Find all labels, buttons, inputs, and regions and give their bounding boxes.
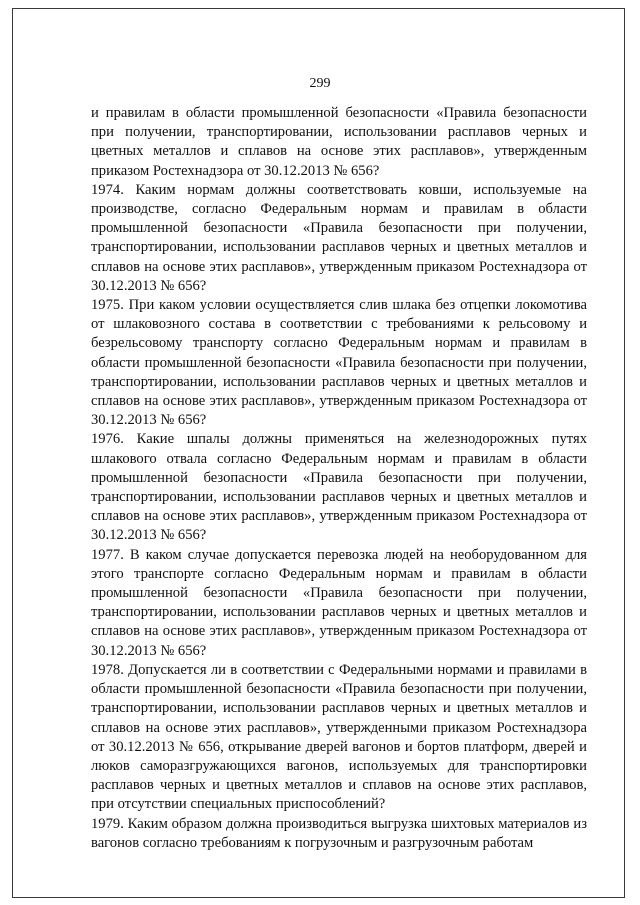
question-1974: 1974. Каким нормам должны соответствовать ковши, используемые на производстве, согласно Федеральным нормам и правилам в области промышленной безопасности «Правила безопасности при получении, транспортировании, использовании расплавов черных и цветных металлов и сплавов на основе этих расплавов», утвержденным приказом Ростехнадзора от 30.12.2013 № 656?: [91, 181, 587, 294]
paragraph-continuation: и правилам в области промышленной безопасности «Правила безопасности при получении, транспортировании, использовании расплавов черных и цветных металлов и сплавов на основе этих расплавов», утвержденным приказом Ростехнадзора от 30.12.2013 № 656?: [91, 105, 587, 179]
document-body: [91, 104, 587, 853]
question-1976: 1976. Какие шпалы должны применяться на железнодорожных путях шлакового отвала согласно Федеральным нормам и правилам в области промышленной безопасности «Правила безопасности при получении, транспортировании, использовании расплавов черных и цветных металлов и сплавов на основе этих расплавов», утвержденным приказом Ростехнадзора от 30.12.2013 № 656?: [91, 431, 587, 544]
question-1977: 1977. В каком случае допускается перевозка людей на необорудованном для этого транспорте согласно Федеральным нормам и правилам в области промышленной безопасности «Правила безопасности при получении, транспортировании, использовании расплавов черных и цветных металлов и сплавов на основе этих расплавов», утвержденным приказом Ростехнадзора от 30.12.2013 № 656?: [91, 546, 587, 659]
question-1978: 1978. Допускается ли в соответствии с Федеральными нормами и правилами в области промышленной безопасности «Правила безопасности при получении, транспортировании, использовании расплавов черных и цветных металлов и сплавов на основе этих расплавов», утвержденными приказом Ростехнадзора от 30.12.2013 № 656, открывание дверей вагонов и бортов платформ, дверей и люков саморазгружающихся вагонов, используемых для транспортировки расплавов черных и цветных металлов и сплавов на основе этих расплавов, при отсутствии специальных приспособлений?: [91, 661, 587, 813]
page-number: 299: [309, 76, 331, 91]
question-1979: 1979. Каким образом должна производиться выгрузка шихтовых материалов из вагонов согласно требованиям к погрузочным и разгрузочным работам: [91, 815, 587, 851]
question-1975: 1975. При каком условии осуществляется слив шлака без отцепки локомотива от шлаковозного состава в соответствии с требованиями к рельсовому и безрельсовому транспорту согласно Федеральным нормам и правилам в области промышленной безопасности «Правила безопасности при получении, транспортировании, использовании расплавов черных и цветных металлов и сплавов на основе этих расплавов», утвержденным приказом Ростехнадзора от 30.12.2013 № 656?: [91, 297, 587, 429]
